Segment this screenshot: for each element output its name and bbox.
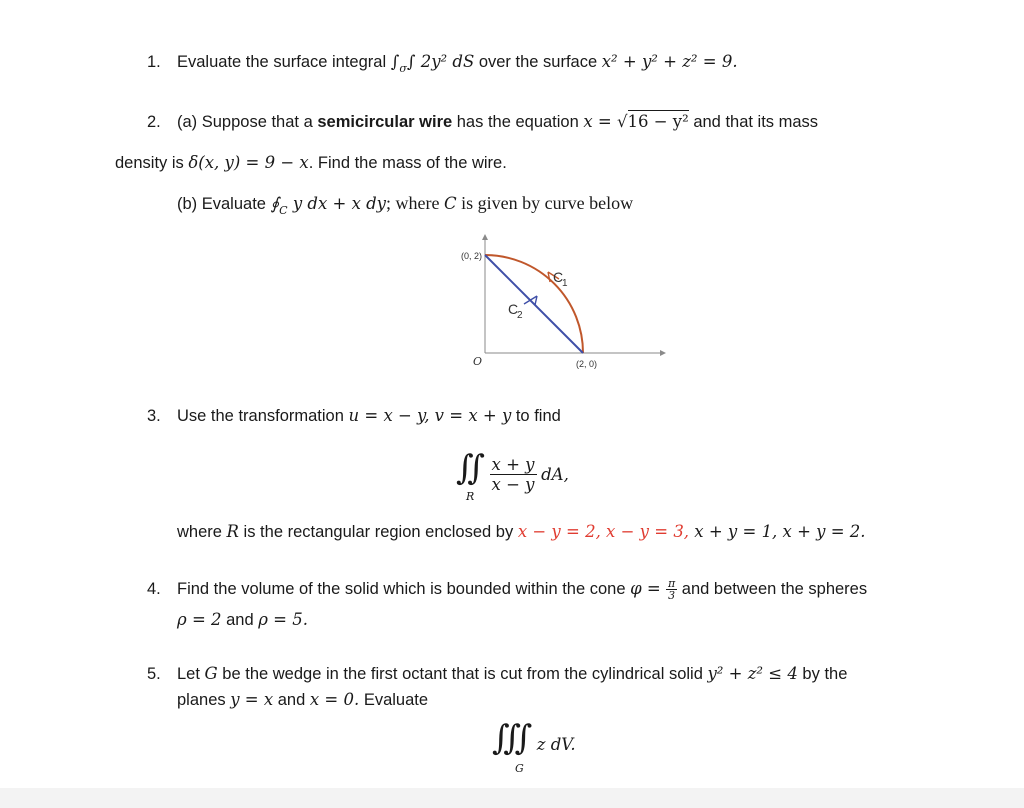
cylinder-inequality: y² + z² ≤ 4 bbox=[707, 664, 798, 683]
label-point-2-0: (2, 0) bbox=[576, 359, 598, 369]
sqrt-content: 16 − y² bbox=[627, 112, 689, 131]
problem-5-number: 5. bbox=[147, 665, 161, 683]
problem-5-text: Let G be the wedge in the first octant that is cut from the cylindrical solid y² + z² ≤ 4 by the bbox=[177, 664, 848, 683]
problem-1-text: Evaluate the surface integral $\int_\sigma\int$ 2y² dS over the surface x² + y² + z² = 9. bbox=[177, 52, 738, 75]
surface-integral-sign: ∫ bbox=[390, 52, 400, 71]
label-c2: C bbox=[508, 301, 519, 317]
semicircular-wire-term: semicircular wire bbox=[317, 113, 453, 131]
region-subscript-r: R bbox=[466, 490, 475, 503]
surface-equation: x² + y² + z² = 9. bbox=[601, 52, 738, 71]
problem-3-number: 3. bbox=[147, 407, 161, 425]
x-axis-arrow-icon bbox=[660, 350, 666, 356]
black-constraints: x + y = 1, x + y = 2. bbox=[689, 522, 866, 541]
page-bottom-band bbox=[0, 788, 1024, 808]
curve-c2-chord bbox=[485, 255, 583, 353]
problem-4-spheres: ρ = 2 and ρ = 5. bbox=[177, 610, 308, 629]
curve-figure bbox=[440, 232, 680, 372]
problem-4-number: 4. bbox=[147, 580, 161, 598]
problem-5-planes: planes y = x and x = 0. Evaluate bbox=[177, 690, 429, 709]
pi-over-3-fraction: $\frac{\pi}{3}$ bbox=[667, 577, 676, 603]
triple-integral-display: ∭ z dV. bbox=[492, 718, 576, 758]
transformation: u = x − y, v = x + y bbox=[348, 406, 512, 425]
double-integral-sign: ∬ bbox=[456, 448, 485, 488]
triple-integral-sign: ∭ bbox=[492, 718, 533, 758]
sqrt-sign: √ bbox=[616, 112, 628, 131]
problem-2b-text: (b) Evaluate $∮_C$ y dx + x dy; where C is given by curve below bbox=[177, 193, 634, 217]
y-axis-arrow-icon bbox=[482, 234, 488, 240]
problem-2a-density: density is δ(x, y) = 9 − x. Find the mass of the wire. bbox=[115, 153, 507, 172]
label-c2-sub: 2 bbox=[517, 310, 523, 321]
problem-1-number: 1. bbox=[147, 53, 161, 71]
red-constraints: x − y = 2, x − y = 3, bbox=[517, 522, 690, 541]
label-origin: O bbox=[473, 355, 483, 368]
label-c1-sub: 1 bbox=[562, 278, 568, 289]
problem-2-number: 2. bbox=[147, 113, 161, 131]
region-subscript-g: G bbox=[515, 762, 524, 775]
label-point-0-2: (0, 2) bbox=[461, 251, 483, 261]
label-c1: C bbox=[553, 269, 564, 285]
density-equation: δ(x, y) = 9 − x bbox=[188, 153, 309, 172]
problem-4-text: Find the volume of the solid which is bounded within the cone φ = $\frac{\pi}{3}$ and between the spheres bbox=[177, 577, 868, 603]
integrand-fraction: $\frac{x + y}{x - y}$ bbox=[491, 455, 535, 495]
double-integral-display: ∬ $\frac{x + y}{x - y}$ dA, bbox=[456, 448, 569, 495]
line-integral-sign: ∮ bbox=[270, 194, 280, 213]
problem-3-text: Use the transformation u = x − y, v = x + y to find bbox=[177, 406, 561, 425]
problem-3-region: where R is the rectangular region enclosed by x − y = 2, x − y = 3, x + y = 1, x + y = 2. bbox=[177, 522, 866, 541]
problem-2a-text: (a) Suppose that a semicircular wire has the equation x = √16 − y² and that its mass bbox=[177, 112, 819, 131]
integrand: 2y² dS bbox=[415, 52, 475, 71]
